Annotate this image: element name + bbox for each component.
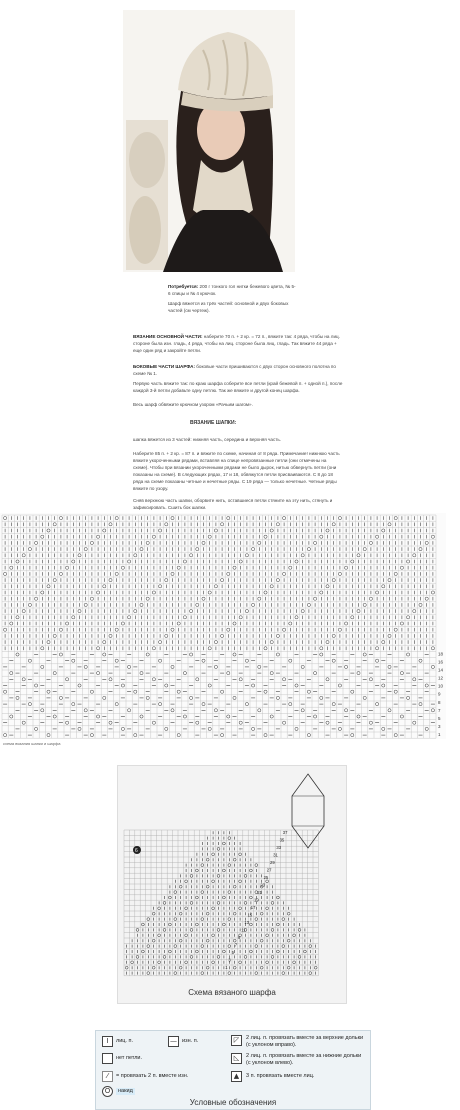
scarf-row-number: 29	[270, 860, 275, 865]
purl-two-together-icon: ⁄	[102, 1071, 113, 1082]
legend-purl: изн. п.	[182, 1038, 199, 1044]
side-parts-text: боковые части пришиваются с двух сторон основного полотна по схеме № 1.	[133, 364, 336, 376]
scarf-marker	[133, 846, 141, 854]
hat-row-number: 1	[438, 732, 441, 737]
hat-row-number: 12	[438, 675, 444, 681]
scarf-row-number: 17	[250, 905, 256, 910]
main-part-label: ВЯЗАНИЕ ОСНОВНОЙ ЧАСТИ:	[133, 334, 203, 339]
hat-row-number: 3	[438, 723, 441, 729]
left-decrease-icon: ◺	[231, 1053, 242, 1064]
purl-stitch-icon: —	[170, 1037, 177, 1045]
scarf-row-number: 35	[279, 837, 285, 843]
scarf-row-number: 1	[225, 965, 228, 970]
side-parts-label: БОКОВЫЕ ЧАСТИ ШАРФА:	[133, 364, 196, 369]
hat-row-number: 16	[438, 659, 444, 665]
hat-scarf-photo	[123, 10, 295, 272]
knit-stitch-icon: I	[102, 1036, 113, 1047]
scarf-row-number: 27	[266, 867, 272, 873]
hat-row-number: 10	[438, 683, 444, 689]
svg-text:6: 6	[135, 848, 138, 854]
needs-paragraph	[168, 283, 298, 297]
scarf-row-number: 33	[276, 845, 282, 850]
main-part-text: наберите 70 п. + 2 кр. = 72 п., вяжите так: 4 ряда, чтобы на лиц. стороне была изн. гладь, 4 ряда, чтобы на лиц. стороне была лиц. гладь. Так вяжите 44 ряда + еще один ряд и закройте петли.	[133, 334, 340, 353]
legend-three-together: 3 п. провязать вместе лиц.	[246, 1073, 315, 1079]
scarf-row-number: 5	[231, 950, 234, 955]
scarf-row-number: 21	[257, 890, 262, 895]
scarf-row-number: 37	[282, 830, 288, 835]
needs-text: 200 г тонкого гол нитки бежевого цвета, № 5-6 спицы и № 4 крючок.	[168, 284, 296, 296]
hat-row-number: 5	[438, 715, 441, 721]
legend-yarn-over: накид	[118, 1088, 133, 1094]
main-part-paragraph	[133, 333, 343, 354]
scarf-row-number: 31	[273, 852, 278, 858]
three-together-icon: ▲	[231, 1071, 242, 1082]
no-stitch-icon	[102, 1053, 113, 1064]
hat-paragraph-1: шапка вяжется из 3 частей: нижняя часть, середина и верхняя часть.	[133, 437, 282, 442]
hat-row-number: 18	[438, 651, 444, 657]
hat-chart-caption: схема вязания шапки и шарфа	[3, 741, 61, 746]
legend-no-stitch: нет петли.	[116, 1055, 143, 1061]
hat-knitting-chart	[0, 513, 446, 739]
side-parts-paragraph	[133, 363, 343, 377]
scarf-note: Шарф вяжется из трёх частей: основной и двух боковых частей (см чертеж).	[168, 301, 289, 313]
scarf-row-number: 19	[254, 897, 259, 903]
scarf-row-number: 23	[260, 882, 266, 888]
legend-purl-two-together: = провязать 2 п. вместе изн.	[116, 1073, 189, 1079]
scarf-row-number: 9	[238, 935, 241, 940]
scarf-row-number: 11	[241, 927, 246, 933]
yarn-over-icon: O	[102, 1086, 113, 1097]
legend-knit: лиц. п.	[116, 1038, 133, 1044]
hat-paragraph-2: Наберите 85 п. + 2 кр. = 87 п. и вяжите по схеме, начиная от 8 ряда. Примечание! нижнюю часть вяжите укороченными рядами, вставляя на спице непровязанные петли (они отмечены на схеме). Чтобы при вязании укороченными рядами не было дырок, нитью обвернуть петли (они показаны на схеме). В следующих рядах, 17 и 18, обвяжутся петли присваиваются. С 8 до 18 ряда на схеме показаны четные и нечетные ряды. С 19 ряда — только нечетные. Четные ряды вяжите по узору.	[133, 451, 340, 491]
symbol-legend	[95, 1030, 371, 1110]
side-parts-paragraph-2: Первую часть вяжите так: по краю шарфа соберите все петли (край бежевой п. + одной п.), после каждой 3-й петли добавьте одну петлю. Так же вяжите и другой конец шарфа.	[133, 381, 343, 393]
hat-heading: ВЯЗАНИЕ ШАПКИ:	[190, 420, 237, 426]
hat-row-number: 7	[438, 707, 441, 713]
hat-row-number: 9	[438, 691, 441, 697]
legend-right-decrease: 2 лиц. п. провязать вместе за верхние дольки (с уклоном вправо).	[246, 1035, 364, 1048]
scarf-chart-panel	[117, 765, 347, 1004]
scarf-grid	[124, 830, 318, 976]
hat-paragraph-3: Сняв верхнюю часть шапки, оборвите нить, оставшиеся петли стяните на эту нить, стянуть и зафиксировать. Сшить бок шапки.	[133, 498, 333, 510]
right-decrease-icon: ◸	[231, 1035, 242, 1046]
legend-left-decrease: 2 лиц. п. провязать вместе за нижние дольки (с уклоном влево).	[246, 1053, 362, 1066]
scarf-row-number: 7	[234, 942, 238, 948]
scarf-chart-caption: Схема вязаного шарфа	[188, 988, 276, 997]
legend-caption: Условные обозначения	[189, 1098, 277, 1107]
scarf-row-number: 15	[247, 912, 253, 918]
hat-row-number: 14	[438, 667, 444, 673]
needs-label: Потребуется:	[168, 284, 199, 289]
hat-row-number: 8	[438, 699, 441, 705]
scarf-row-number: 25	[263, 875, 269, 880]
scarf-row-number: 3	[228, 957, 231, 963]
trim-paragraph: Весь шарф обвяжите крючком узором «Рачьим шагом».	[133, 402, 253, 407]
scarf-row-number: 13	[244, 920, 250, 925]
